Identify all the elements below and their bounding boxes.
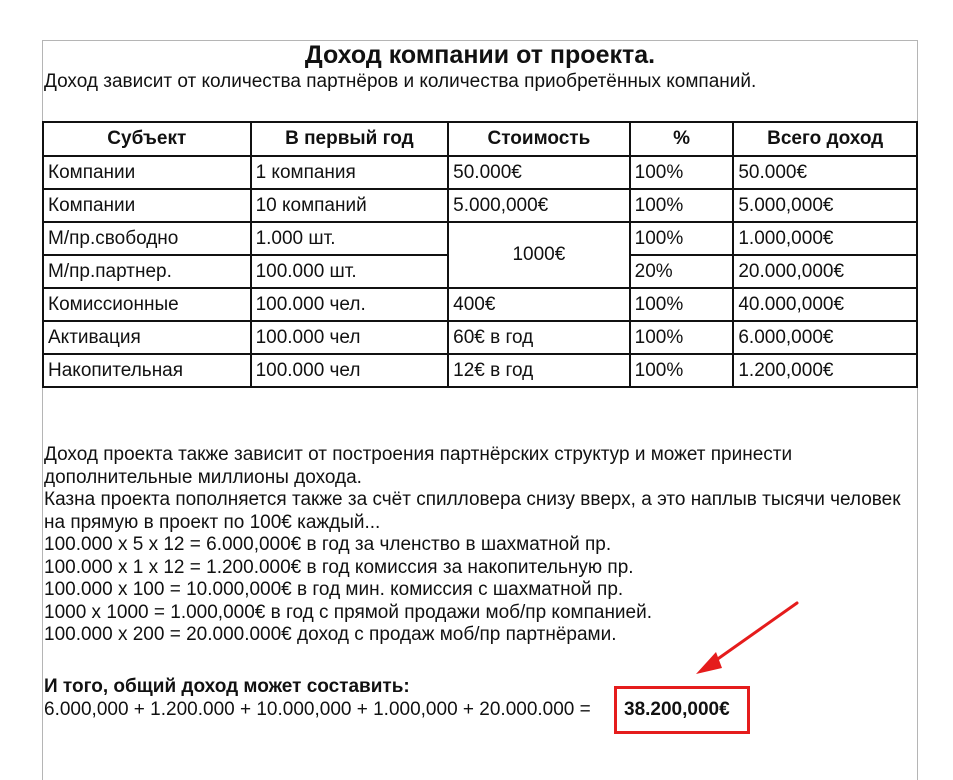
table-row [43, 288, 917, 321]
cell-first-year: 1 компания [251, 156, 449, 189]
header-total: Всего доход [733, 122, 917, 156]
cell-cost: 12€ в год [448, 354, 630, 387]
cell-first-year: 100.000 чел [251, 354, 449, 387]
cell-percent: 100% [630, 354, 734, 387]
table-row [43, 156, 917, 189]
document-title: Доход компании от проекта. [304, 41, 656, 69]
cell-cost: 5.000,000€ [448, 189, 630, 222]
cell-first-year: 100.000 шт. [251, 255, 449, 288]
cell-cost: 400€ [448, 288, 630, 321]
cell-cost: 50.000€ [448, 156, 630, 189]
cell-subject: М/пр.партнер. [43, 255, 251, 288]
cell-first-year: 10 компаний [251, 189, 449, 222]
cell-percent: 100% [630, 189, 734, 222]
cell-percent: 100% [630, 156, 734, 189]
calculation-line: 1000 х 1000 = 1.000,000€ в год с прямой продажи моб/пр компанией. [44, 601, 653, 623]
cell-percent: 100% [630, 321, 734, 354]
description-text [44, 444, 904, 647]
calculation-line: 100.000 х 1 х 12 = 1.200.000€ в год комиссия за накопительную пр. [44, 556, 634, 578]
cell-total: 50.000€ [733, 156, 917, 189]
header-cost: Стоимость [448, 122, 630, 156]
cell-percent: 100% [630, 288, 734, 321]
total-formula: 6.000,000 + 1.200.000 + 10.000,000 + 1.000,000 + 20.000.000 = [44, 699, 591, 720]
table-row [43, 189, 917, 222]
cell-cost: 60€ в год [448, 321, 630, 354]
header-percent: % [630, 122, 734, 156]
table-row [43, 222, 917, 255]
header-first-year: В первый год [251, 122, 449, 156]
cell-cost-merged: 1000€ [448, 222, 630, 288]
cell-total: 1.200,000€ [733, 354, 917, 387]
cell-total: 5.000,000€ [733, 189, 917, 222]
table-row [43, 354, 917, 387]
cell-first-year: 100.000 чел. [251, 288, 449, 321]
table-row [43, 321, 917, 354]
cell-total: 20.000,000€ [733, 255, 917, 288]
cell-first-year: 1.000 шт. [251, 222, 449, 255]
cell-subject: Активация [43, 321, 251, 354]
table-header-row [43, 122, 917, 156]
calculation-line: 100.000 х 200 = 20.000.000€ доход с продаж моб/пр партнёрами. [44, 624, 617, 645]
cell-total: 40.000,000€ [733, 288, 917, 321]
paragraph: Доход проекта также зависит от построения партнёрских структур и может принести дополнительные миллионы дохода. [44, 444, 793, 488]
cell-percent: 100% [630, 222, 734, 255]
cell-total: 1.000,000€ [733, 222, 917, 255]
total-label: И того, общий доход может составить: [44, 676, 410, 697]
cell-subject: Компании [43, 189, 251, 222]
cell-first-year: 100.000 чел [251, 321, 449, 354]
header-subject: Субъект [43, 122, 251, 156]
cell-subject: Накопительная [43, 354, 251, 387]
cell-percent: 20% [630, 255, 734, 288]
calculation-line: 100.000 х 5 х 12 = 6.000,000€ в год за членство в шахматной пр. [44, 534, 612, 555]
total-result: 38.200,000€ [624, 699, 730, 720]
calculation-line: 100.000 х 100 = 10.000,000€ в год мин. комиссия с шахматной пр. [44, 579, 624, 600]
cell-subject: Компании [43, 156, 251, 189]
income-table [42, 121, 918, 388]
paragraph: Казна проекта пополняется также за счёт спилловера снизу вверх, а это наплыв тысячи человек на прямую в проект по 100€ каждый... [44, 489, 901, 533]
cell-subject: М/пр.свободно [43, 222, 251, 255]
document-subtitle: Доход зависит от количества партнёров и количества приобретённых компаний. [44, 71, 757, 92]
cell-subject: Комиссионные [43, 288, 251, 321]
cell-total: 6.000,000€ [733, 321, 917, 354]
